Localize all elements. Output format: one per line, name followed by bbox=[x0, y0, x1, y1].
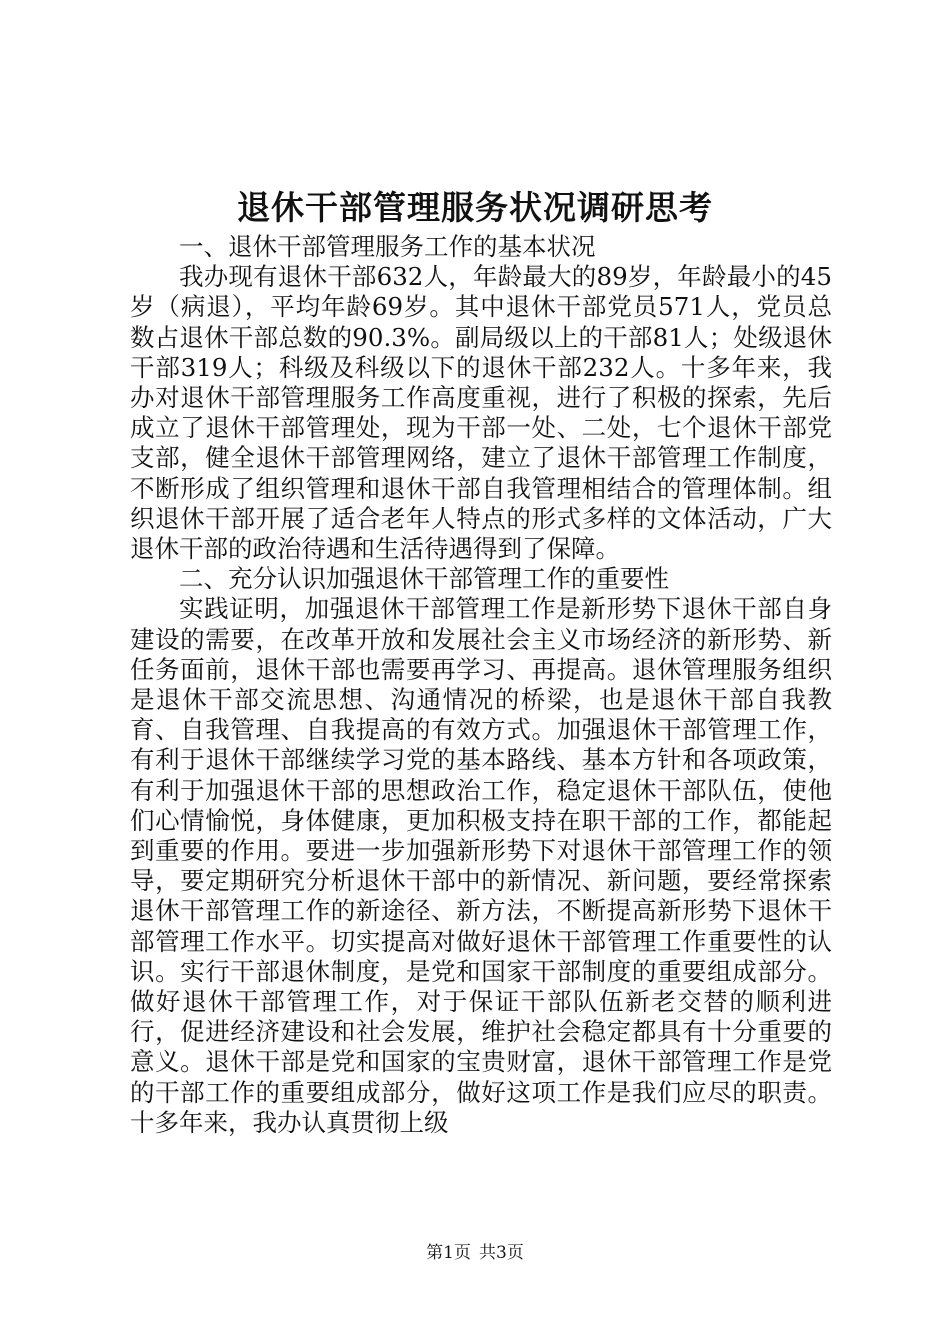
section-heading-2: 二、充分认识加强退休干部管理工作的重要性 bbox=[179, 564, 669, 594]
paragraph-2: 实践证明，加强退休干部管理工作是新形势下退休干部自身建设的需要，在改革开放和发展社会主义市场经济的新形势、新任务面前，退休干部也需要再学习、再提高。退休管理服务组织是退休干部交流思想、沟通情况的桥梁，也是退休干部自我教育、自我管理、自我提高的有效方式。加强退休干部管理工作，有利于退休干部继续学习党的基本路线、基本方针和各项政策，有利于加强退休干部的思想政治工作，稳定退休干部队伍，使他们心情愉悦，身体健康，更加积极支持在职干部的工作，都能起到重要的作用。要进一步加强新形势下对退休干部管理工作的领导，要定期研究分析退休干部中的新情况、新问题，要经常探索退休干部管理工作的新途径、新方法，不断提高新形势下退休干部管理工作水平。切实提高对做好退休干部管理工作重要性的认识。实行干部退休制度，是党和国家干部制度的重要组成部分。做好退休干部管理工作，对于保证干部队伍新老交替的顺利进行，促进经济建设和社会发展，维护社会稳定都具有十分重要的意义。退休干部是党和国家的宝贵财富，退休干部管理工作是党的干部工作的重要组成部分，做好这项工作是我们应尽的职责。十多年来，我办认真贯彻上级 bbox=[130, 594, 832, 1137]
page-number: 第1页 bbox=[426, 1243, 471, 1263]
document-body bbox=[130, 232, 832, 1138]
page-total: 共3页 bbox=[479, 1243, 524, 1263]
paragraph-1: 我办现有退休干部632人，年龄最大的89岁，年龄最小的45岁（病退），平均年龄69岁。其中退休干部党员571人，党员总数占退休干部总数的90.3%。副局级以上的干部81人；处级退休干部319人；科级及科级以下的退休干部232人。十多年来，我办对退休干部管理服务工作高度重视，进行了积极的探索，先后成立了退休干部管理处，现为干部一处、二处，七个退休干部党支部，健全退休干部管理网络，建立了退休干部管理工作制度，不断形成了组织管理和退休干部自我管理相结合的管理体制。组织退休干部开展了适合老年人特点的形式多样的文体活动，广大退休干部的政治待遇和生活待遇得到了保障。 bbox=[130, 262, 832, 564]
page-footer bbox=[0, 1242, 950, 1264]
document-title: 退休干部管理服务状况调研思考 bbox=[237, 188, 713, 227]
section-heading-1: 一、退休干部管理服务工作的基本状况 bbox=[179, 232, 596, 261]
